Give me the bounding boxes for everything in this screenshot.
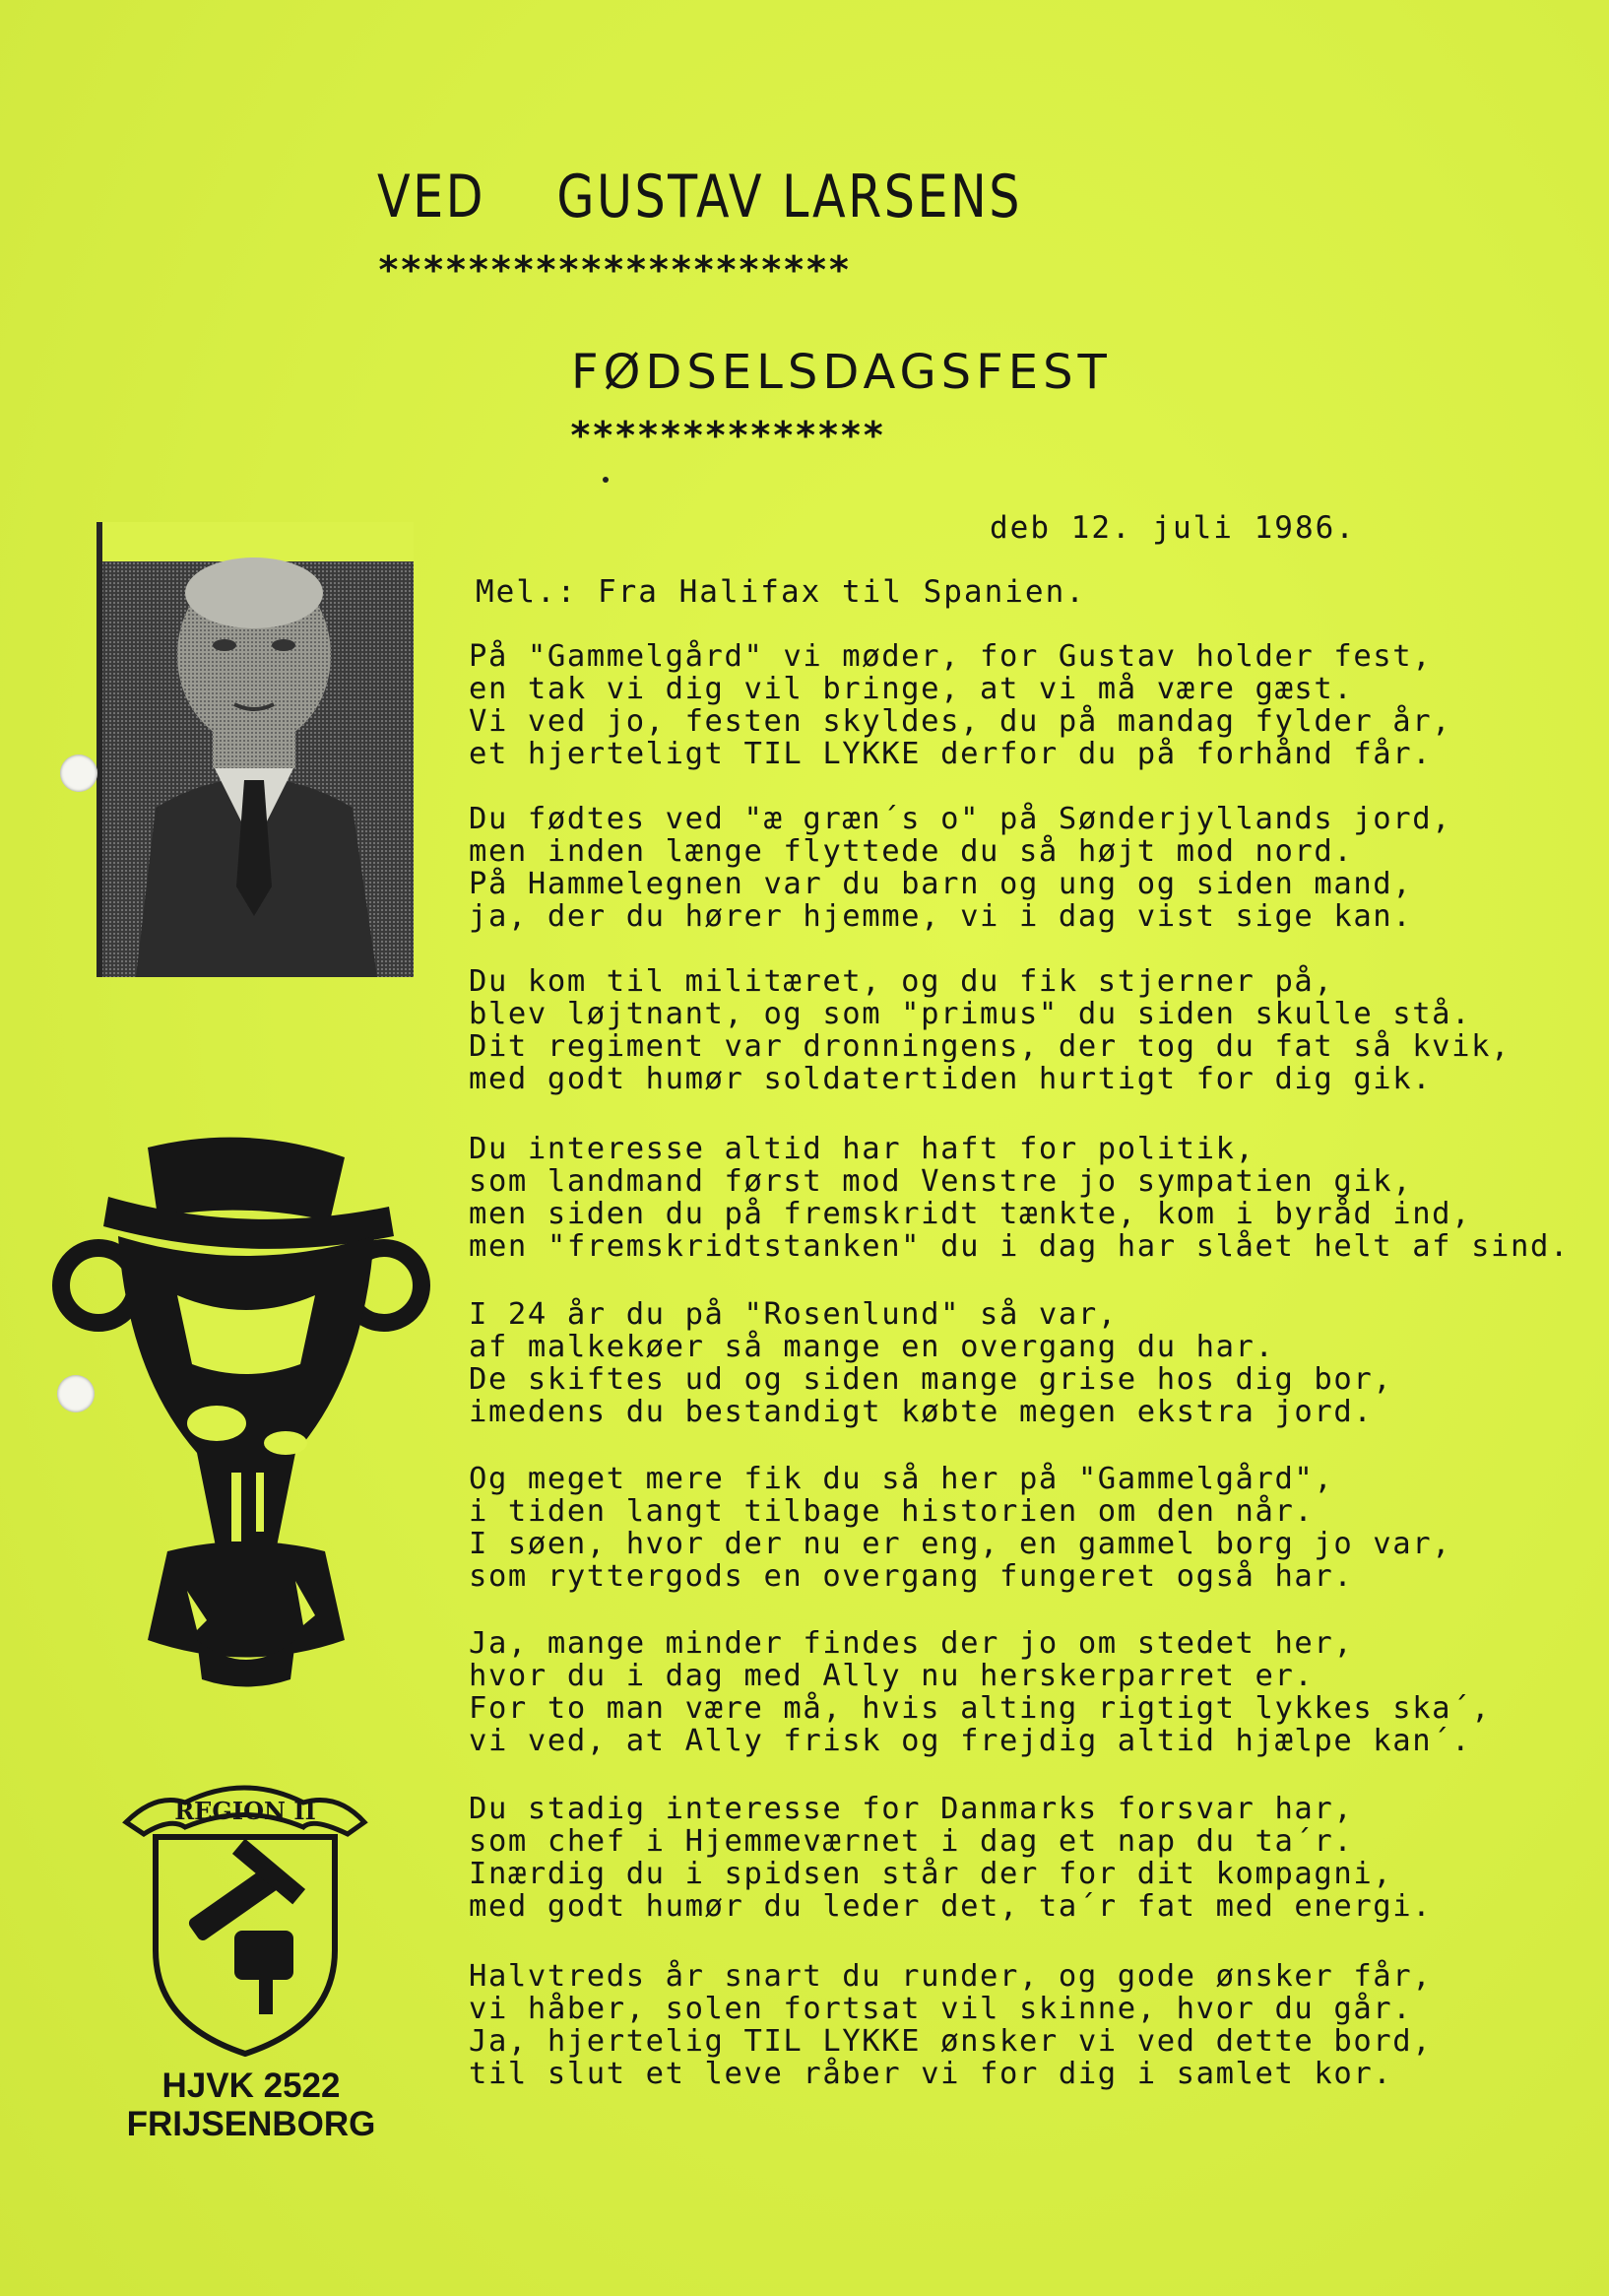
verse-line: men inden længe flyttede du så højt mod nord. [469,834,1354,869]
punch-hole [60,754,97,792]
portrait-illustration [97,522,414,977]
verse-7 [469,1627,1491,1757]
verse-5 [469,1298,1392,1428]
verse-line: På "Gammelgård" vi møder, for Gustav holder fest, [469,639,1433,674]
verse-line: af malkekøer så mange en overgang du har. [469,1330,1275,1364]
punch-hole [57,1375,95,1412]
verse-4 [469,1133,1570,1263]
unit-label [118,2066,384,2143]
verse-line: Ja, hjertelig TIL LYKKE ønsker vi ved dette bord, [469,2024,1433,2059]
verse-line: I søen, hvor der nu er eng, en gammel borg jo var, [469,1527,1452,1561]
verse-line: Dit regiment var dronningens, der tog du fat så kvik, [469,1029,1512,1064]
page-subtitle: FØDSELSDAGSFEST [571,345,1112,400]
verse-line: som chef i Hjemmeværnet i dag et nap du ta´r. [469,1824,1354,1859]
event-date: deb 12. juli 1986. [990,510,1356,546]
verse-line: vi håber, solen fortsat vil skinne, hvor du går. [469,1992,1413,2026]
title-underline-stars: ********************* [377,248,851,292]
goblet-woodcut-illustration [49,1128,433,1689]
verse-line: ja, der du hører hjemme, vi i dag vist sige kan. [469,899,1413,934]
verse-line: Halvtreds år snart du runder, og gode ønsker får, [469,1959,1433,1994]
verse-line: imedens du bestandigt købte megen ekstra jord. [469,1395,1374,1429]
verse-line: For to man være må, hvis alting rigtigt lykkes ska´, [469,1691,1492,1726]
verse-line: Du kom til militæret, og du fik stjerner på, [469,964,1334,999]
portrait-photo [97,522,414,977]
verse-line: som landmand først mod Venstre jo sympatien gik, [469,1164,1413,1199]
melody-line: Mel.: Fra Halifax til Spanien. [476,574,1086,610]
verse-line: De skiftes ud og siden mange grise hos dig bor, [469,1362,1393,1397]
verse-line: I 24 år du på "Rosenlund" så var, [469,1297,1118,1332]
subtitle-underline-stars: ************** [569,414,885,457]
verse-line: med godt humør soldatertiden hurtigt for dig gik. [469,1062,1433,1096]
verse-line: Og meget mere fik du så her på "Gammelgård", [469,1462,1334,1496]
unit-number: HJVK 2522 [161,2066,341,2105]
verse-9 [469,1960,1432,2090]
verse-line: i tiden langt tilbage historien om den når. [469,1494,1315,1529]
verse-line: men "fremskridtstanken" du i dag har slået helt af sind. [469,1229,1570,1264]
emblem-banner-text: REGION II [174,1797,316,1825]
verse-line: blev løjtnant, og som "primus" du siden skulle stå. [469,997,1472,1031]
verse-line: til slut et leve råber vi for dig i samlet kor. [469,2057,1393,2091]
verse-line: et hjerteligt TIL LYKKE derfor du på forhånd får. [469,737,1433,771]
verse-line: som ryttergods en overgang fungeret også har. [469,1559,1354,1594]
verse-8 [469,1793,1432,1923]
verse-line: Du interesse altid har haft for politik, [469,1132,1255,1166]
page-title: VED GUSTAV LARSENS [377,163,1022,231]
verse-2 [469,803,1451,933]
verse-line: Du fødtes ved "æ græn´s o" på Sønderjyllands jord, [469,802,1452,836]
verse-line: Ja, mange minder findes der jo om stedet her, [469,1626,1354,1661]
verse-3 [469,965,1511,1095]
verse-line: Inærdig du i spidsen står der for dit kompagni, [469,1857,1393,1891]
verse-line: med godt humør du leder det, ta´r fat med energi. [469,1889,1433,1924]
region-emblem [116,1763,374,2059]
verse-line: På Hammelegnen var du barn og ung og siden mand, [469,867,1413,901]
verse-line: vi ved, at Ally frisk og frejdig altid hjælpe kan´. [469,1724,1472,1758]
verse-1 [469,640,1451,770]
verse-6 [469,1463,1451,1593]
verse-line: men siden du på fremskridt tænkte, kom i byråd ind, [469,1197,1472,1231]
verse-line: Vi ved jo, festen skyldes, du på mandag fylder år, [469,704,1452,739]
verse-line: hvor du i dag med Ally nu herskerparret er. [469,1659,1315,1693]
ink-dot [603,477,609,483]
verse-line: Du stadig interesse for Danmarks forsvar har, [469,1792,1354,1826]
verse-line: en tak vi dig vil bringe, at vi må være gæst. [469,672,1354,706]
unit-name: FRIJSENBORG [126,2105,376,2143]
